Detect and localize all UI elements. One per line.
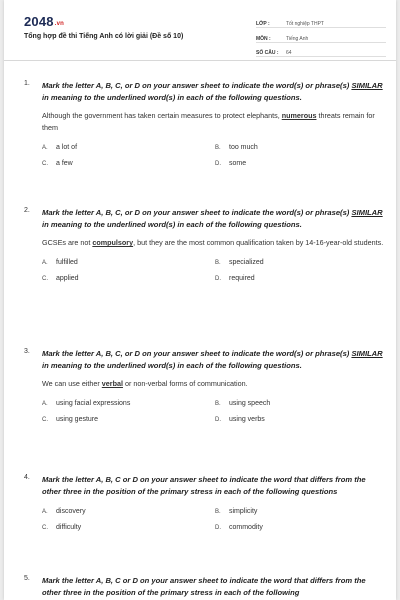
option-d[interactable]: D. using verbs: [215, 416, 265, 423]
option-b[interactable]: B. using speech: [215, 400, 271, 407]
question-4: [24, 474, 384, 531]
question-number: 5.: [24, 575, 30, 582]
page-header: [4, 0, 396, 61]
question-instruction: Mark the letter A, B, C, or D on your answer sheet to indicate the word(s) or phrase(s) SIMILAR in meaning to the underlined word(s) in each of the following questions.: [42, 81, 383, 102]
question-instruction: Mark the letter A, B, C, or D on your answer sheet to indicate the word(s) or phrase(s) SIMILAR in meaning to the underlined word(s) in each of the following questions.: [42, 208, 383, 229]
question-2: [24, 207, 384, 282]
option-b[interactable]: B. too much: [215, 144, 258, 151]
question-1: [24, 80, 384, 167]
meta-label: SỐ CÂU :: [256, 50, 279, 56]
option-a[interactable]: A. using facial expressions: [42, 400, 131, 407]
option-a[interactable]: A. fulfilled: [42, 259, 78, 266]
question-number: 4.: [24, 474, 30, 481]
document-title: Tổng hợp đề thi Tiếng Anh có lời giải (Đề số 10): [24, 33, 184, 40]
question-stem: GCSEs are not compulsory, but they are the most common qualification taken by 14-16-year-old students.: [42, 238, 384, 247]
meta-value: 64: [286, 50, 292, 56]
option-c[interactable]: C. a few: [42, 160, 73, 167]
question-3: [24, 348, 384, 423]
option-c[interactable]: C. using gesture: [42, 416, 99, 423]
meta-value: Tiếng Anh: [286, 35, 309, 42]
question-number: 1.: [24, 80, 30, 87]
option-d[interactable]: D. some: [215, 160, 247, 167]
option-d[interactable]: D. commodity: [215, 524, 263, 531]
answer-options: [42, 144, 384, 167]
question-instruction: Mark the letter A, B, C or D on your answer sheet to indicate the word that differs from the other three in the position of the primary stress in each of the following questions: [42, 475, 366, 496]
answer-options: [42, 259, 384, 282]
meta-row-subject: [256, 29, 386, 43]
brand-logo[interactable]: [24, 14, 64, 29]
option-d[interactable]: D. required: [215, 275, 255, 282]
question-stem: We can use either verbal or non-verbal forms of communication.: [42, 379, 248, 388]
meta-row-count: [256, 43, 386, 57]
question-instruction: Mark the letter A, B, C or D on your answer sheet to indicate the word that differs from the other three in the position of the primary stress in each of the following: [42, 576, 366, 597]
meta-label: LỚP :: [256, 21, 270, 27]
option-a[interactable]: A. discovery: [42, 508, 86, 515]
meta-label: MÔN :: [256, 35, 271, 42]
meta-value: Tốt nghiệp THPT: [286, 21, 324, 27]
question-5: [24, 575, 384, 599]
option-c[interactable]: C. applied: [42, 275, 79, 282]
answer-options: [42, 508, 384, 531]
option-c[interactable]: C. difficulty: [42, 524, 82, 531]
answer-options: [42, 400, 384, 423]
option-b[interactable]: B. simplicity: [215, 508, 258, 515]
brand-suffix: .vn: [54, 21, 65, 27]
question-number: 3.: [24, 348, 30, 355]
brand-name: 2048: [24, 14, 54, 29]
document-meta: [256, 14, 386, 58]
meta-row-class: [256, 14, 386, 28]
option-a[interactable]: A. a lot of: [42, 144, 78, 151]
question-stem: Although the government has taken certain measures to protect elephants, numerous threats remain for them: [42, 111, 375, 132]
document-page: [4, 0, 396, 600]
question-number: 2.: [24, 207, 30, 214]
option-b[interactable]: B. specialized: [215, 259, 264, 266]
question-instruction: Mark the letter A, B, C, or D on your answer sheet to indicate the word(s) or phrase(s) SIMILAR in meaning to the underlined word(s) in each of the following questions.: [42, 349, 383, 370]
